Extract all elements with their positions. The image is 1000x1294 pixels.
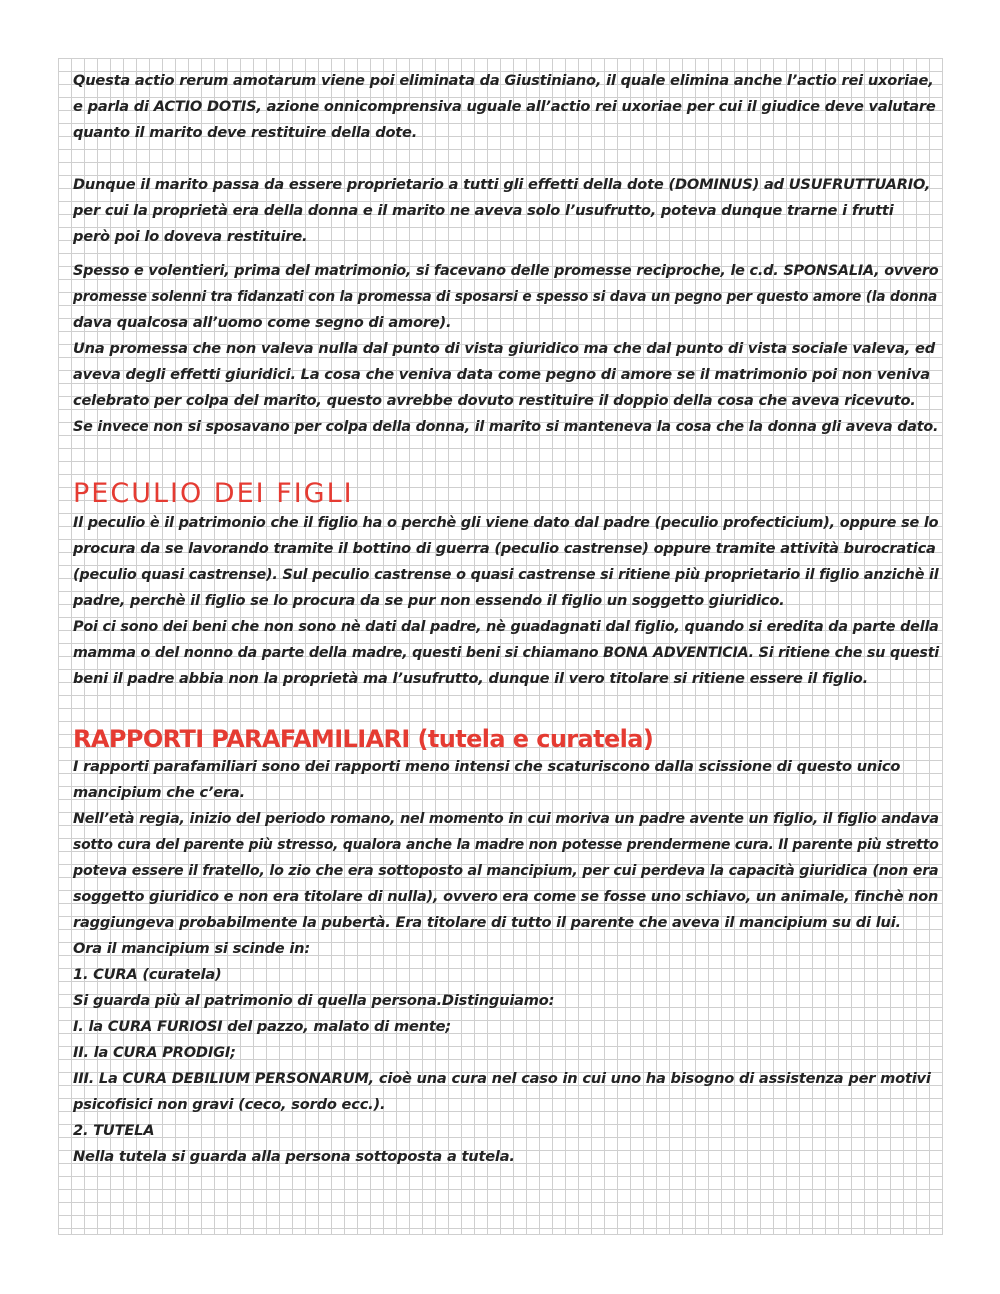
list-item-cura: 1. CURA (curatela) — [73, 966, 222, 983]
paragraph-rapporti — [73, 754, 943, 1170]
text-line: Si guarda più al patrimonio di quella persona.Distinguiamo: — [73, 992, 555, 1009]
text-line: promesse solenni tra fidanzati con la promessa di sposarsi e spesso si dava un pegno per questo amore (la donna — [73, 289, 938, 305]
paragraph-peculio — [73, 510, 943, 692]
text-line: e parla di ACTIO DOTIS, azione onnicomprensiva uguale all’actio rei uxoriae per cui il giudice deve valutare — [73, 98, 936, 115]
text-line: Nella tutela si guarda alla persona sottoposta a tutela. — [73, 1148, 515, 1165]
text-line: celebrato per colpa del marito, questo avrebbe dovuto restituire il doppio della cosa che aveva ricevuto. — [73, 392, 916, 409]
text-line: sotto cura del parente più stresso, qualora anche la madre non potesse prendermene cura. Il parente più stretto — [73, 837, 939, 853]
document-body — [73, 68, 943, 1170]
text-line: Ora il mancipium si scinde in: — [73, 940, 310, 957]
text-line: soggetto giuridico e non era titolare di nulla), ovvero era come se fosse uno schiavo, un animale, finchè non — [73, 889, 939, 905]
list-item-cura-debilium: III. La CURA DEBILIUM PERSONARUM, cioè una cura nel caso in cui uno ha bisogno di assistenza per motivi — [73, 1070, 931, 1087]
text-line: Nell’età regia, inizio del periodo romano, nel momento in cui moriva un padre avente un figlio, il figlio andava — [73, 811, 939, 827]
text-line: Spesso e volentieri, prima del matrimonio, si facevano delle promesse reciproche, le c.d. SPONSALIA, ovvero — [73, 263, 939, 279]
text-line: mancipium che c’era. — [73, 784, 245, 801]
paragraph-sponsalia — [73, 258, 943, 440]
heading-peculio-dei-figli: PECULIO DEI FIGLI — [73, 478, 354, 509]
text-line: Se invece non si sposavano per colpa della donna, il marito si manteneva la cosa che la donna gli aveva dato. — [73, 419, 939, 435]
list-item-cura-prodigi: II. la CURA PRODIGI; — [73, 1044, 236, 1061]
text-line: (peculio quasi castrense). Sul peculio castrense o quasi castrense si ritiene più proprietario il figlio anzichè il — [73, 567, 939, 583]
text-line: aveva degli effetti giuridici. La cosa che veniva data come pegno di amore se il matrimonio poi non veniva — [73, 366, 930, 383]
text-line: I rapporti parafamiliari sono dei rapporti meno intensi che scaturiscono dalla scissione di questo unico — [73, 758, 901, 775]
text-line: Una promessa che non valeva nulla dal punto di vista giuridico ma che dal punto di vista sociale valeva, ed — [73, 340, 935, 357]
paragraph-actio-dotis — [73, 68, 943, 146]
text-line: per cui la proprietà era della donna e il marito ne aveva solo l’usufrutto, poteva dunque trarne i frutti — [73, 202, 894, 219]
heading-rapporti-parafamiliari: RAPPORTI PARAFAMILIARI (tutela e curatela) — [73, 725, 654, 753]
text-line: psicofisici non gravi (ceco, sordo ecc.). — [73, 1096, 386, 1113]
list-item-cura-furiosi: I. la CURA FURIOSI del pazzo, malato di mente; — [73, 1018, 451, 1035]
text-line: dava qualcosa all’uomo come segno di amore). — [73, 314, 452, 331]
text-line: Poi ci sono dei beni che non sono nè dati dal padre, nè guadagnati dal figlio, quando si eredita da parte della — [73, 619, 939, 635]
text-line: Il peculio è il patrimonio che il figlio ha o perchè gli viene dato dal padre (peculio profecticium), oppure se lo — [73, 515, 939, 531]
text-line: raggiungeva probabilmente la pubertà. Era titolare di tutto il parente che aveva il mancipium su di lui. — [73, 914, 901, 931]
list-item-tutela: 2. TUTELA — [73, 1122, 155, 1139]
text-line: padre, perchè il figlio se lo procura da se pur non essendo il figlio un soggetto giuridico. — [73, 592, 785, 609]
text-line: mamma o del nonno da parte della madre, questi beni si chiamano BONA ADVENTICIA. Si ritiene che su questi — [73, 645, 939, 661]
text-line: procura da se lavorando tramite il bottino di guerra (peculio castrense) oppure tramite attività burocratica — [73, 540, 936, 557]
text-line: beni il padre abbia non la proprietà ma l’usufrutto, dunque il vero titolare si ritiene essere il figlio. — [73, 670, 868, 687]
text-line: Questa actio rerum amotarum viene poi eliminata da Giustiniano, il quale elimina anche l’actio rei uxoriae, — [73, 72, 934, 89]
text-line: poteva essere il fratello, lo zio che era sottoposto al mancipium, per cui perdeva la capacità giuridica (non era — [73, 863, 939, 879]
text-line: Dunque il marito passa da essere proprietario a tutti gli effetti della dote (DOMINUS) ad USUFRUTTUARIO, — [73, 176, 931, 193]
text-line: quanto il marito deve restituire della dote. — [73, 124, 418, 141]
paragraph-usufruttuario — [73, 172, 943, 250]
text-line: però poi lo doveva restituire. — [73, 228, 308, 245]
